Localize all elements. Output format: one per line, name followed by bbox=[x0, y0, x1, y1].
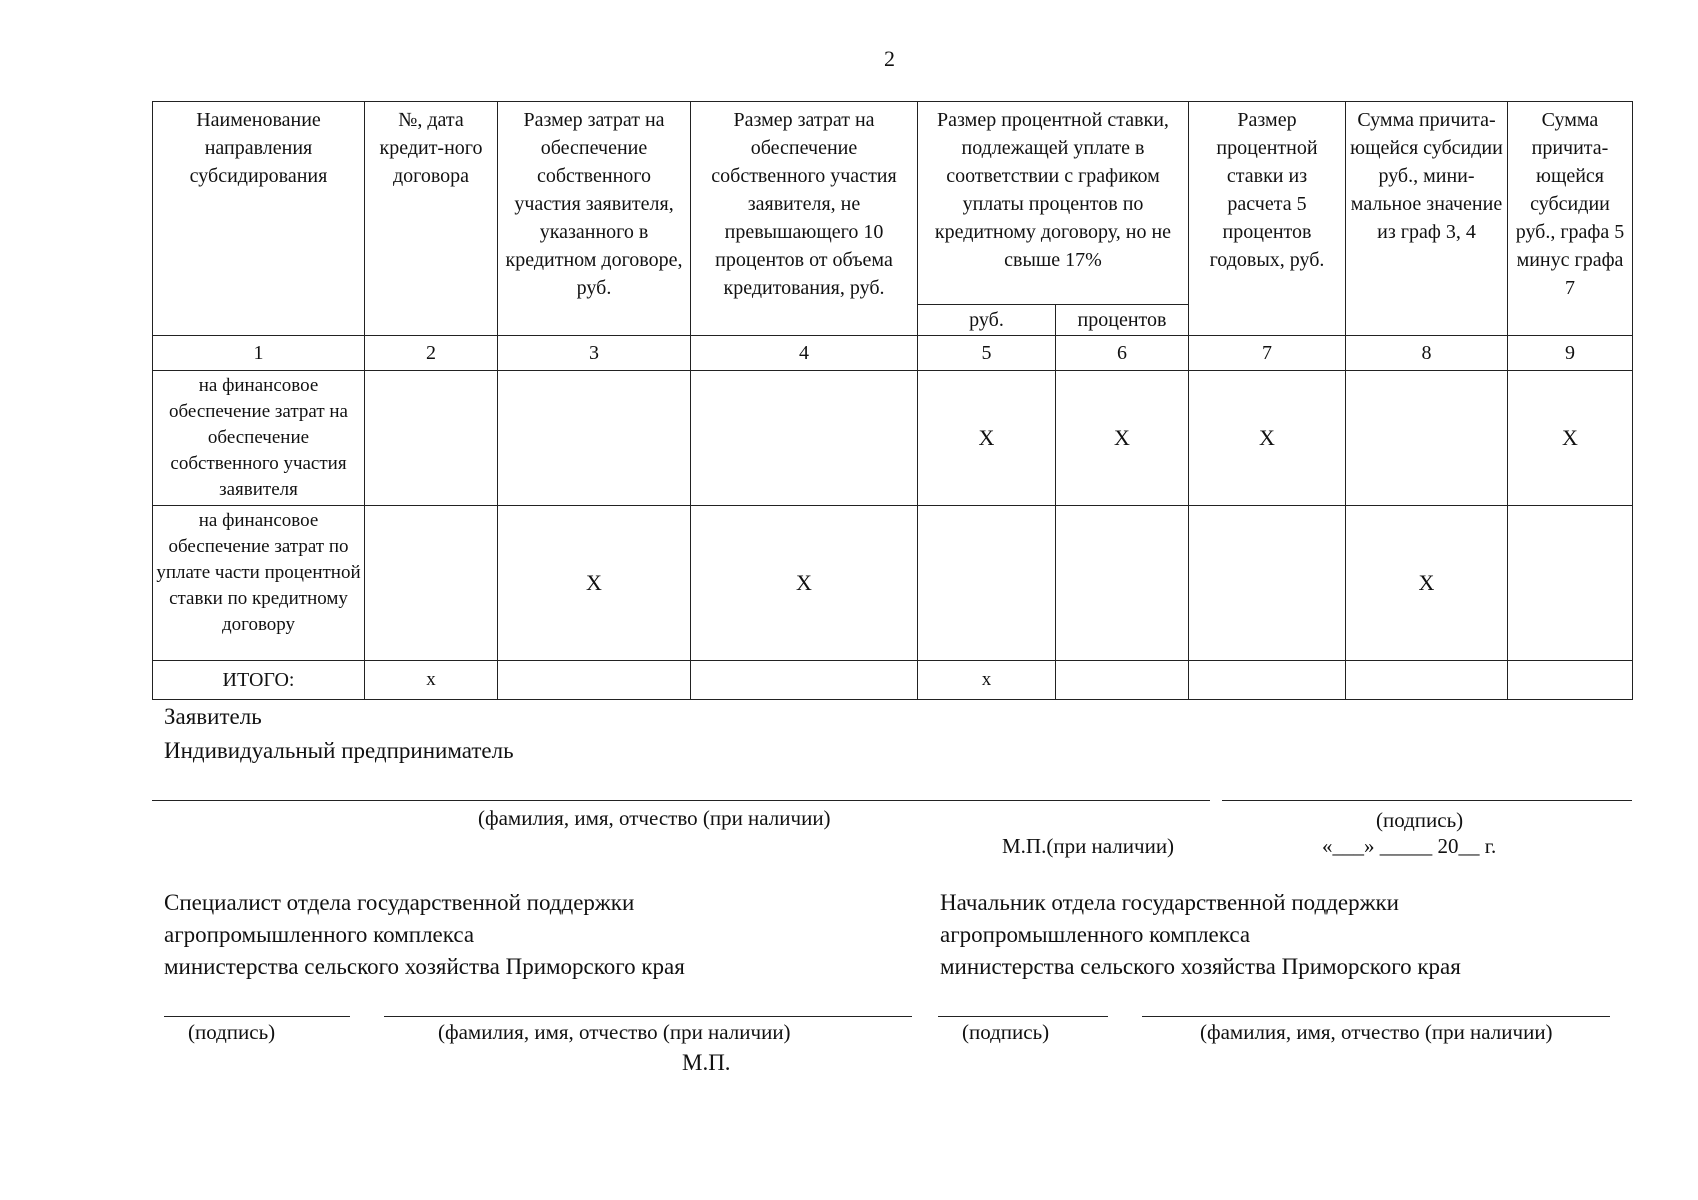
specialist-line-3: министерства сельского хозяйства Приморского края bbox=[164, 954, 685, 979]
column-number: 8 bbox=[1346, 336, 1508, 371]
table-cell bbox=[1056, 506, 1189, 661]
total-row bbox=[153, 661, 1633, 700]
head-fio-caption: (фамилия, имя, отчество (при наличии) bbox=[1200, 1020, 1553, 1044]
specialist-signature-caption: (подпись) bbox=[188, 1020, 276, 1044]
specialist-fio-line bbox=[384, 1016, 912, 1017]
column-number: 4 bbox=[691, 336, 918, 371]
column-number: 3 bbox=[498, 336, 691, 371]
table-cell bbox=[1346, 371, 1508, 506]
header-own-costs-limit: Размер затрат на обеспечение собственного участия заявителя, не превышающего 10 процентов от объема кредитования, руб. bbox=[691, 102, 918, 336]
table-cell: X bbox=[1056, 371, 1189, 506]
applicant-fio-caption: (фамилия, имя, отчество (при наличии) bbox=[478, 806, 831, 830]
total-label: ИТОГО: bbox=[153, 661, 365, 700]
column-number: 2 bbox=[365, 336, 498, 371]
header-contract: №, дата кредит-ного договора bbox=[365, 102, 498, 336]
applicant-signature-caption: (подпись) bbox=[1376, 808, 1464, 832]
table-cell: X bbox=[1508, 371, 1633, 506]
head-line-1: Начальник отдела государственной поддержки bbox=[940, 890, 1399, 915]
specialist-signature-line bbox=[164, 1016, 350, 1017]
column-number: 5 bbox=[918, 336, 1056, 371]
applicant-fio-line bbox=[152, 800, 1210, 801]
applicant-type: Индивидуальный предприниматель bbox=[164, 738, 514, 763]
header-row bbox=[153, 102, 1633, 305]
table-cell: x bbox=[918, 661, 1056, 700]
applicant-signature-line bbox=[1222, 800, 1632, 801]
specialist-line-1: Специалист отдела государственной поддержки bbox=[164, 890, 635, 915]
table-cell: X bbox=[498, 506, 691, 661]
specialist-line-2: агропромышленного комплекса bbox=[164, 922, 475, 947]
row-label: на финансовое обеспечение затрат на обеспечение собственного участия заявителя bbox=[153, 371, 365, 506]
column-number: 6 bbox=[1056, 336, 1189, 371]
head-line-2: агропромышленного комплекса bbox=[940, 922, 1251, 947]
head-signature-caption: (подпись) bbox=[962, 1020, 1050, 1044]
header-subsidy-min: Сумма причита-ющейся субсидии руб., мини-мальное значение из граф 3, 4 bbox=[1346, 102, 1508, 336]
header-own-costs: Размер затрат на обеспечение собственного участия заявителя, указанного в кредитном договоре, руб. bbox=[498, 102, 691, 336]
table-cell bbox=[918, 506, 1056, 661]
table-cell bbox=[1189, 506, 1346, 661]
column-number: 7 bbox=[1189, 336, 1346, 371]
table-cell bbox=[1056, 661, 1189, 700]
head-fio-line bbox=[1142, 1016, 1610, 1017]
column-number: 1 bbox=[153, 336, 365, 371]
table-cell bbox=[691, 661, 918, 700]
head-line-3: министерства сельского хозяйства Приморского края bbox=[940, 954, 1461, 979]
table-cell: X bbox=[918, 371, 1056, 506]
page-number: 2 bbox=[884, 46, 895, 71]
table-cell bbox=[1508, 506, 1633, 661]
table-cell bbox=[1346, 661, 1508, 700]
table-row bbox=[153, 371, 1633, 506]
table-cell bbox=[1189, 661, 1346, 700]
subheader-percent: процентов bbox=[1056, 305, 1189, 336]
header-interest-rate: Размер процентной ставки, подлежащей уплате в соответствии с графиком уплаты процентов по кредитному договору, но не свыше 17% bbox=[918, 102, 1189, 305]
table-cell bbox=[691, 371, 918, 506]
table-cell: X bbox=[1346, 506, 1508, 661]
table-row bbox=[153, 506, 1633, 661]
head-signature-line bbox=[938, 1016, 1108, 1017]
table-cell bbox=[498, 661, 691, 700]
table-cell bbox=[365, 371, 498, 506]
row-label: на финансовое обеспечение затрат по уплате части процентной ставки по кредитному договору bbox=[153, 506, 365, 661]
column-number: 9 bbox=[1508, 336, 1633, 371]
column-numbers-row bbox=[153, 336, 1633, 371]
table-cell: x bbox=[365, 661, 498, 700]
applicant-title: Заявитель bbox=[164, 704, 262, 729]
table-cell bbox=[1508, 661, 1633, 700]
table-cell bbox=[498, 371, 691, 506]
specialist-fio-caption: (фамилия, имя, отчество (при наличии) bbox=[438, 1020, 791, 1044]
table-cell bbox=[365, 506, 498, 661]
header-rate-5-percent: Размер процентной ставки из расчета 5 процентов годовых, руб. bbox=[1189, 102, 1346, 336]
specialist-stamp: М.П. bbox=[682, 1050, 731, 1075]
applicant-stamp: М.П.(при наличии) bbox=[1002, 834, 1175, 858]
table-cell: X bbox=[1189, 371, 1346, 506]
header-subsidy-diff: Сумма причита-ющейся субсидии руб., графа 5 минус графа 7 bbox=[1508, 102, 1633, 336]
subsidy-table bbox=[152, 101, 1633, 700]
subheader-rub: руб. bbox=[918, 305, 1056, 336]
applicant-date: «___» _____ 20__ г. bbox=[1322, 834, 1497, 858]
header-direction: Наименование направления субсидирования bbox=[153, 102, 365, 336]
table-cell: X bbox=[691, 506, 918, 661]
